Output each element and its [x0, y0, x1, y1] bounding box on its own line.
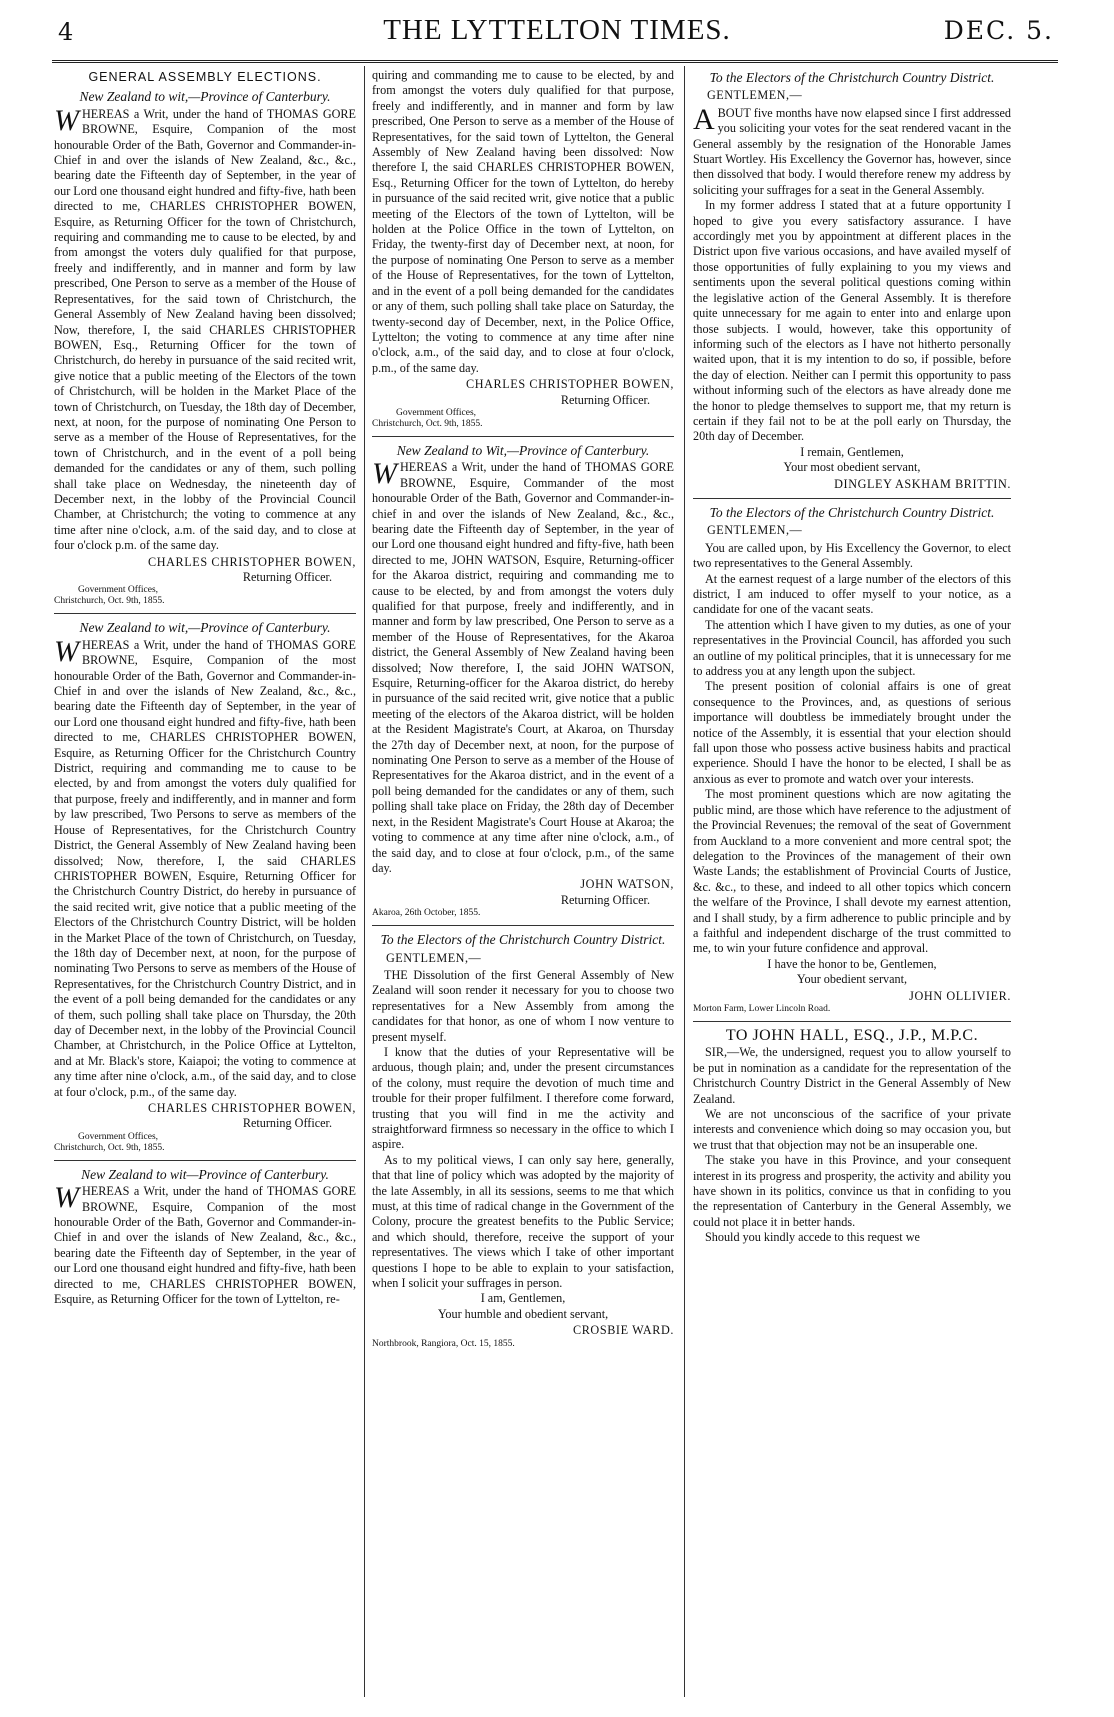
notice-subhead: New Zealand to wit,—Province of Canterbury.	[79, 89, 331, 105]
section-heading: GENERAL ASSEMBLY ELECTIONS.	[88, 70, 322, 84]
address-heading: To the Electors of the Christchurch Country District.	[709, 504, 995, 520]
closing: Your most obedient servant,	[783, 460, 921, 475]
drop-cap: A	[693, 102, 715, 136]
signature-name: JOHN OLLIVIER.	[909, 988, 1011, 1003]
column-1	[54, 68, 356, 1307]
address-paragraph: BOUT five months have now elapsed since I first addressed you soliciting your votes for the seat rendered vacant in the General assembly by the resignation of the Honorable James Stuart Wortley. His Excellency the Governor has, however, since then dissolved that body. I would therefore renew my address by soliciting your suffrages for a seat in the General Assembly.	[693, 105, 1011, 197]
issue-date: DEC. 5.	[943, 16, 1054, 45]
signature-title: Returning Officer.	[242, 1116, 332, 1131]
drop-cap: W	[54, 103, 79, 137]
notice-body: HEREAS a Writ, under the hand of THOMAS GORE BROWNE, Esquire, Companion of the most honourable Order of the Bath, Governor and Commander-in-Chief in and over the islands of New Zealand, &c., &c., bearing date the Fifteenth day of September, in the year of our Lord one thousand eight hundred and fifty-five, hath been directed to me, CHARLES CHRISTOPHER BOWEN, Esquire, as Returning Officer for the Christchurch Country District, requiring and commanding me to cause to be elected, by and from amongst the voters duly qualified for that purpose, freely and indifferently, and in manner and form by law prescribed, Two Persons to serve as members of the House of Representatives, for the Christchurch Country District, the General Assembly of New Zealand having been dissolved; Now, therefore, I, the said CHARLES CHRISTOPHER BOWEN, Esquire, Returning Officer for the Christchurch Country District, do hereby in pursuance of the said recited writ, give notice that a public meeting of the Electors of the Christchurch Country District, will be holden in the Market Place of the town of Christchurch, on Tuesday, the 18th day of December next, at noon, for the purpose of nominating Two Persons to serve as members of the House of Representatives, for the Christchurch Country District, and in the event of a poll being demanded for the candidates or any of them, such polling shall take place on Thursday, the 20th day of December next, in the lobby of the Provincial Council Chamber, at Christchurch, in the Police Office at Lyttelton, and at Mr. Black's store, Kaiapoi; the voting to commence at any time after nine o'clock, a.m., of the said day, and to close at four o'clock, p.m., of the same day.	[54, 637, 356, 1099]
separator	[693, 1021, 1011, 1022]
notice-footer: Christchurch, Oct. 9th, 1855.	[372, 418, 483, 429]
separator	[372, 925, 674, 926]
petition-paragraph: We are not unconscious of the sacrifice of your private interests and convenience which doing so may occasion you, but we trust that that objection may not be an insuperable one.	[693, 1107, 1011, 1152]
page-number: 4	[58, 18, 74, 46]
address-paragraph: You are called upon, by His Excellency the Governor, to elect two representatives to the General Assembly.	[693, 540, 1011, 571]
petition-paragraph: Should you kindly accede to this request we	[705, 1230, 920, 1245]
notice-footer: Government Offices,	[396, 407, 477, 418]
address-heading: To the Electors of the Christchurch Country District.	[709, 70, 995, 85]
signature-name: CHARLES CHRISTOPHER BOWEN,	[147, 554, 356, 569]
closing: Your obedient servant,	[796, 972, 908, 987]
signature-title: Returning Officer.	[242, 570, 332, 584]
address-footer: Northbrook, Rangiora, Oct. 15, 1855.	[372, 1338, 515, 1349]
address-paragraph: As to my political views, I can only say here, generally, that that line of policy which was adopted by the majority of the late Assembly, in all its sessions, seems to me that which must, at this time of radical change in the Government of the Colony, procure the greatest benefits to the Public Service; and which should, therefore, receive the support of your representatives. The views which I take of other important questions I hope to be able to explain to your satisfaction, when I solicit your suffrages in person.	[372, 1152, 674, 1291]
notice-lyttelton	[54, 1167, 356, 1308]
masthead	[0, 0, 1114, 58]
separator	[54, 1160, 356, 1161]
drop-cap: W	[372, 457, 397, 491]
notice-body: quiring and commanding me to cause to be elected, by and from amongst the voters duly qualified for that purpose, freely and indifferently, and in manner and form by law prescribed, One Person to serve as a member of the House of Representatives, for the said town of Lyttelton, the General Assembly of New Zealand having been dissolved: Now therefore I, the said CHARLES CHRISTOPHER BOWEN, Esq., Returning Officer for the town of Lyttelton, do hereby in pursuance of the said recited writ, give notice that a public meeting of the Electors of the town of Lyttelton, will be holden at the Police Office in the town of Lyttelton, on Friday, the twenty-first day of December next, at noon, for the purpose of nominating One Person to serve as a member of the House of Representatives, for the town of Lyttelton, and in the event of a poll being demanded for the candidates or any of them, such polling shall take place on Saturday, the twenty-second day of December, next, in the Police Office, Lyttelton; the voting to commence at any time after nine o'clock, a.m., of the said day, and to close at four o'clock, p.m., of the same day.	[372, 68, 674, 375]
greeting: GENTLEMEN,—	[707, 523, 803, 538]
closing: Your humble and obedient servant,	[437, 1306, 609, 1321]
newspaper-title: THE LYTTELTON TIMES.	[383, 14, 731, 46]
address-paragraph: At the earnest request of a large number of the electors of this district, I am induced to offer myself to your notice, as a candidate for one of the vacant seats.	[693, 571, 1011, 617]
notice-footer: Christchurch, Oct. 9th, 1855.	[54, 1142, 165, 1153]
address-footer: Morton Farm, Lower Lincoln Road.	[693, 1003, 831, 1014]
signature-name: CHARLES CHRISTOPHER BOWEN,	[147, 1101, 356, 1115]
address-paragraph: The attention which I have given to my duties, as one of your representatives in the Provincial Council, has afforded you such an outline of my political principles, that it is unnecessary for me to address you at any length upon the subject.	[693, 617, 1011, 679]
closing: I remain, Gentlemen,	[800, 444, 904, 459]
notice-lyttelton-continued	[372, 68, 674, 430]
column-rule	[364, 66, 365, 1697]
notice-body: HEREAS a Writ, under the hand of THOMAS GORE BROWNE, Esquire, Companion of the most honourable Order of the Bath, Governor and Commander-in-Chief in and over the islands of New Zealand, &c., &c., bearing date the Fifteenth day of September, in the year of our Lord one thousand eight hundred and fifty-five, hath been directed to me, CHARLES CHRISTOPHER BOWEN, Esquire, as Returning Officer for the town of Lyttelton, re-	[54, 1184, 356, 1307]
signature-name: CROSBIE WARD.	[572, 1323, 674, 1338]
masthead-rule	[52, 60, 1058, 63]
address-paragraph: In my former address I stated that at a future opportunity I hoped to give you every satisfactory assurance. I have accordingly met you by appointment at different places in the District upon five various occasions, and have availed myself of those opportunities of fully explaining to you my views and sentiments upon the several political questions coming within the legislative action of the General Assembly. It is therefore quite unnecessary for me again to enter into and enlarge upon those subjects. I would, however, take this opportunity of informing such of the electors as I have not hitherto personally waited upon, that it is my intention to do so, if possible, before the day of election. Neither can I permit this opportunity to pass without informing such of the electors as have already done me the honor to pledge themselves to support me, that my return is certain if they fail not to be at the poll early on Thursday, the 20th day of December.	[693, 198, 1011, 444]
separator	[693, 498, 1011, 499]
petition-paragraph: SIR,—We, the undersigned, request you to allow yourself to be put in nomination as a candidate for the representation of the Christchurch Country District in the General Assembly of New Zealand.	[693, 1045, 1011, 1106]
notice-footer: Government Offices,	[78, 1131, 159, 1142]
address-ollivier	[693, 505, 1011, 1015]
notice-footer: Government Offices,	[78, 585, 159, 596]
notice-body: HEREAS a Writ, under the hand of THOMAS GORE BROWNE, Esquire, Companion of the most honourable Order of the Bath, Governor and Commander-in-Chief in and over the islands of New Zealand, &c., &c., bearing date the Fifteenth day of September, in the year of our Lord one thousand eight hundred and fifty-five, hath been directed to me, CHARLES CHRISTOPHER BOWEN, Esquire, as Returning Officer for the town of Christchurch, requiring and commanding me to cause to be elected, by and from amongst the voters duly qualified for that purpose, freely and indifferently, and in manner and form by law prescribed, One Person to serve as a member of the House of Representatives, for the said town of Christchurch, the General Assembly of New Zealand having been dissolved; Now, therefore, I, the said CHARLES CHRISTOPHER BOWEN, Esq., Returning Officer for the town of Christchurch, do hereby in pursuance of the said recited writ, give notice that a public meeting of the Electors of the town of Christchurch, will be holden in the Market Place of the town of Christchurch, on Tuesday, the 18th day of December, next, at noon, for the purpose of nominating One Person to serve as a member of the House of Representatives, for the town of Christchurch, and in the event of a poll being demanded for the candidates or any of them, such polling shall take place on Wednesday, the nineteenth day of December next, in the lobby of the Provincial Council Chamber, at Christchurch; the voting to commence at any time after nine o'clock, a.m. of the said day, and to close at four o'clock p.m. of the same day.	[54, 106, 356, 553]
petition-john-hall	[693, 1028, 1011, 1246]
greeting: GENTLEMEN,—	[386, 950, 482, 965]
address-paragraph: The most prominent questions which are now agitating the public mind, are those which have reference to the adjustment of the Provincial Revenues; the removal of the seat of Government from Auckland to a more convenient and more central spot; the delegation to the Provinces of the management of their own Waste Lands; the establishment of Provincial Courts of Justice, &c. &c., to these, and indeed to all other topics which concern the welfare of the Province, I shall devote my earnest attention, and I shall study, by a firm adherence to public principle and by a faithful and independent discharge of the trust committed to me, to win your future confidence and approval.	[693, 787, 1011, 956]
address-heading: To the Electors of the Christchurch Country District.	[380, 932, 666, 948]
address-paragraph: The present position of colonial affairs is one of great consequence to the Provinces, and, as questions of serious importance will doubtless be immediately brought under the notice of the Assembly, it is essential that your election should fall upon those who possess active business habits and practical experience. Should I have the honor to be elected, I shall be as anxious as ever to promote and watch over your interests.	[693, 679, 1011, 786]
signature-title: Returning Officer.	[560, 392, 650, 407]
greeting: GENTLEMEN,—	[707, 88, 803, 103]
separator	[372, 436, 674, 437]
signature-name: JOHN WATSON,	[580, 877, 674, 892]
address-paragraph: THE Dissolution of the first General Assembly of New Zealand will soon render it necessary for you to choose two representatives for a New Assembly from among the candidates for that honor, as one of whom I now venture to present myself.	[372, 967, 674, 1044]
address-crosbie-ward	[372, 932, 674, 1350]
column-rule	[684, 66, 685, 1697]
notice-body: HEREAS a Writ, under the hand of THOMAS GORE BROWNE, Esquire, Commander of the most honourable Order of the Bath, Governor and Commander-in-chief in and over the islands of New Zealand, &c., &c., bearing date the Fifteenth day of September, in the year of our Lord one thousand eight hundred and fifty-five, hath been directed to me, JOHN WATSON, Esquire, Returning-officer for the Akaroa district, requiring and commanding me to cause to be elected, by and from amongst the voters duly qualified for that purpose, freely and indifferently, and in manner and form by law prescribed, One Person to serve as a member of the House of Representatives, for the Akaroa district, the General Assembly of New Zealand having been dissolved; Now therefore, I, the said JOHN WATSON, Esquire, Returning-officer for the Akaroa district, do hereby in pursuance of the said recited writ, give notice that a public meeting of the electors of the Akaroa district, will be holden at the Resident Magistrate's Court, at Akaroa, on Thursday the 27th day of December next, at noon, for the purpose of nominating One Person to serve as a member of the House of Representatives for the Akaroa district, and in the event of a poll being demanded for the candidates or any of them, such polling shall take place on Friday, the 28th day of December next, in the Resident Magistrate's Court House at Akaroa; the voting to commence at any time after nine o'clock, a.m., of the said day, and to close at four o'clock, p.m., of the same day.	[372, 460, 674, 875]
column-3	[693, 68, 1011, 1246]
petition-heading: TO JOHN HALL, ESQ., J.P., M.P.C.	[725, 1026, 979, 1044]
notice-footer: Akaroa, 26th October, 1855.	[372, 908, 481, 919]
signature-name: CHARLES CHRISTOPHER BOWEN,	[465, 377, 674, 392]
notice-christchurch-country	[54, 620, 356, 1153]
notice-subhead: New Zealand to Wit,—Province of Canterbury.	[396, 442, 650, 458]
notice-akaroa	[372, 443, 674, 919]
drop-cap: W	[54, 1181, 79, 1215]
notice-subhead: New Zealand to wit—Province of Canterbury.	[81, 1166, 329, 1182]
petition-paragraph: The stake you have in this Province, and your consequent interest in its progress and prosperity, the activity and ability you have shown in its politics, convince us that in confiding to you the representation of Canterbury in the General Assembly, we could not place it in better hands.	[693, 1153, 1011, 1229]
notice-christchurch-town	[54, 89, 356, 607]
address-paragraph: I know that the duties of your Representative will be arduous, though plain; and, under the present circumstances of the colony, must require the devotion of much time and trouble for their proper fulfilment. I therefore come forward, trusting that you will find in me the activity and straightforward firmness so necessary in the office to which I aspire.	[372, 1044, 674, 1152]
closing: I am, Gentlemen,	[480, 1291, 566, 1306]
separator	[54, 613, 356, 614]
signature-title: Returning Officer.	[560, 892, 650, 907]
drop-cap: W	[54, 634, 79, 668]
notice-footer: Christchurch, Oct. 9th, 1855.	[54, 596, 165, 607]
notice-subhead: New Zealand to wit,—Province of Canterbury.	[79, 620, 331, 636]
signature-name: DINGLEY ASKHAM BRITTIN.	[834, 476, 1011, 491]
address-brittin	[693, 70, 1011, 492]
closing: I have the honor to be, Gentlemen,	[767, 956, 937, 971]
column-2	[372, 68, 674, 1350]
